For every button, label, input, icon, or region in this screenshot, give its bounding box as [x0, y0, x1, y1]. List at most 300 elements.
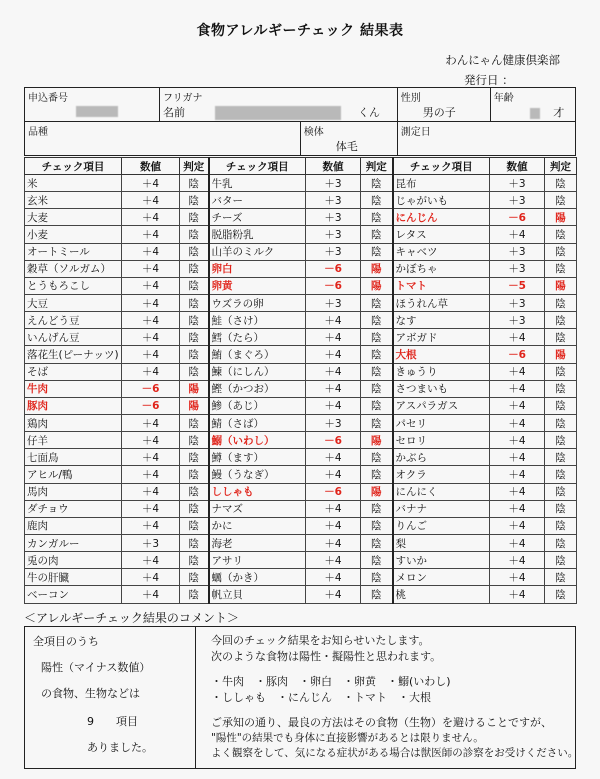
check-item: 蠣（かき）	[209, 569, 306, 586]
check-item: 牛の肝臓	[25, 569, 122, 586]
check-value: ＋3	[306, 294, 361, 311]
check-value: ＋3	[306, 175, 361, 192]
table-row	[25, 312, 577, 329]
check-result: 陰	[361, 500, 393, 517]
check-item: 帆立貝	[209, 586, 306, 603]
check-item: きゅうり	[393, 363, 490, 380]
check-item: 大麦	[25, 209, 122, 226]
test-date-cell	[397, 122, 575, 156]
check-value: －6	[490, 209, 545, 226]
check-result: 陰	[361, 552, 393, 569]
summary-line-5: ありました。	[87, 741, 153, 754]
check-value: ＋4	[490, 552, 545, 569]
check-item: 鱈（たら）	[209, 329, 306, 346]
check-value: ＋4	[122, 517, 180, 534]
summary-line-4: 9 項目	[87, 715, 138, 728]
check-value: ＋4	[122, 363, 180, 380]
check-item: さつまいも	[393, 380, 490, 397]
table-row	[25, 466, 577, 483]
check-value: ＋3	[490, 243, 545, 260]
check-item: 鰹（かつお）	[209, 380, 306, 397]
check-item: えんどう豆	[25, 312, 122, 329]
check-value: ＋4	[490, 432, 545, 449]
check-result: 陽	[361, 432, 393, 449]
check-value: ＋4	[490, 414, 545, 431]
check-result: 陰	[180, 363, 209, 380]
check-result: 陰	[180, 449, 209, 466]
check-value: ＋4	[490, 483, 545, 500]
table-row	[25, 552, 577, 569]
column-header: チェック項目	[209, 158, 306, 175]
check-value: ＋3	[490, 260, 545, 277]
check-value: ＋4	[490, 534, 545, 551]
check-value: ＋4	[122, 277, 180, 294]
check-item: 鯵（あじ）	[209, 397, 306, 414]
check-value: ＋4	[122, 449, 180, 466]
check-result: 陰	[361, 534, 393, 551]
table-row	[25, 380, 577, 397]
test-date-label: 測定日	[400, 127, 431, 138]
check-item: パセリ	[393, 414, 490, 431]
check-result: 陰	[180, 534, 209, 551]
age-suffix: 才	[553, 106, 565, 119]
check-result: 陽	[180, 380, 209, 397]
check-result: 陰	[545, 534, 577, 551]
applicant-info-table	[24, 87, 576, 156]
check-result: 陰	[180, 483, 209, 500]
check-value: ＋3	[306, 414, 361, 431]
check-value: ＋4	[122, 312, 180, 329]
check-result: 陰	[545, 175, 577, 192]
check-item: いんげん豆	[25, 329, 122, 346]
check-result: 陰	[361, 397, 393, 414]
check-value: －6	[306, 260, 361, 277]
table-row	[25, 586, 577, 603]
check-value: －6	[306, 483, 361, 500]
issue-date-label: 発行日 ：	[464, 73, 514, 87]
redacted-application-number	[76, 106, 118, 117]
check-value: ＋4	[122, 329, 180, 346]
comment-para-5: よく観察をして、気になる症状がある場合は獣医師の診察をお受けください。	[211, 747, 579, 759]
check-item: 穀草（ソルガム）	[25, 260, 122, 277]
comment-box	[24, 626, 579, 769]
name-suffix: くん	[358, 106, 380, 119]
check-value: ＋4	[122, 432, 180, 449]
check-result: 陰	[180, 569, 209, 586]
check-value: ＋4	[490, 449, 545, 466]
age-label: 年齢	[493, 93, 514, 104]
check-value: ＋4	[490, 500, 545, 517]
check-result: 陰	[545, 363, 577, 380]
check-result: 陰	[180, 192, 209, 209]
check-result: 陰	[545, 449, 577, 466]
check-result: 陰	[180, 432, 209, 449]
sample-value: 体毛	[335, 140, 358, 153]
check-item: 大豆	[25, 294, 122, 311]
check-value: ＋4	[122, 175, 180, 192]
check-result: 陰	[361, 449, 393, 466]
check-item: 鱒（ます）	[209, 449, 306, 466]
check-item: ベーコン	[25, 586, 122, 603]
column-header: チェック項目	[393, 158, 490, 175]
check-result: 陰	[545, 586, 577, 603]
check-result: 陰	[180, 226, 209, 243]
check-item: 仔羊	[25, 432, 122, 449]
sample-cell	[300, 122, 397, 156]
check-item: 海老	[209, 534, 306, 551]
check-result: 陰	[180, 329, 209, 346]
positive-items-line-2: ・ししゃも ・にんじん ・トマト ・大根	[211, 690, 431, 704]
comment-section-title: ＜アレルギーチェック結果のコメント＞	[24, 611, 239, 625]
column-header: 数値	[490, 158, 545, 175]
check-item: そば	[25, 363, 122, 380]
check-value: －5	[490, 277, 545, 294]
table-body	[25, 175, 577, 604]
check-item: 鮭（さけ）	[209, 312, 306, 329]
check-result: 陰	[180, 260, 209, 277]
check-value: ＋4	[490, 569, 545, 586]
check-value: ＋4	[306, 534, 361, 551]
check-item: かぶら	[393, 449, 490, 466]
check-result: 陰	[180, 312, 209, 329]
check-value: ＋4	[122, 260, 180, 277]
organization-name: わんにゃん健康倶楽部	[445, 53, 560, 67]
check-item: アヒル/鴨	[25, 466, 122, 483]
check-result: 陰	[361, 209, 393, 226]
check-value: ＋4	[490, 517, 545, 534]
sex-cell	[397, 88, 490, 122]
check-value: ＋4	[490, 380, 545, 397]
check-value: －6	[122, 397, 180, 414]
check-result: 陽	[545, 277, 577, 294]
check-item: キャベツ	[393, 243, 490, 260]
check-item: 卵白	[209, 260, 306, 277]
check-value: ＋3	[306, 226, 361, 243]
check-item: オートミール	[25, 243, 122, 260]
breed-cell	[25, 122, 301, 156]
check-result: 陰	[361, 346, 393, 363]
table-row	[25, 414, 577, 431]
comment-para-4: "陽性"の結果でも身体に直接影響があるとは限りません。	[211, 731, 484, 744]
table-row	[25, 483, 577, 500]
sex-value: 男の子	[422, 106, 456, 119]
check-result: 陰	[545, 312, 577, 329]
table-row	[25, 363, 577, 380]
check-result: 陰	[361, 569, 393, 586]
check-item: レタス	[393, 226, 490, 243]
check-result: 陰	[545, 552, 577, 569]
check-item: 豚肉	[25, 397, 122, 414]
comment-para-1: 今回のチェック結果をお知らせいたします。	[211, 634, 430, 647]
check-item: カンガルー	[25, 534, 122, 551]
check-item: ウズラの卵	[209, 294, 306, 311]
check-item: ダチョウ	[25, 500, 122, 517]
table-row	[25, 209, 577, 226]
check-value: ＋4	[122, 552, 180, 569]
summary-line-1: 全項目のうち	[33, 635, 99, 648]
check-item: りんご	[393, 517, 490, 534]
check-result: 陰	[180, 414, 209, 431]
check-result: 陰	[180, 175, 209, 192]
comment-text	[211, 633, 579, 762]
check-item: かに	[209, 517, 306, 534]
comment-summary	[25, 627, 196, 768]
check-value: ＋4	[122, 192, 180, 209]
check-item: 脱脂粉乳	[209, 226, 306, 243]
check-item: ししゃも	[209, 483, 306, 500]
check-result: 陰	[545, 414, 577, 431]
check-value: ＋4	[122, 243, 180, 260]
check-value: ＋4	[306, 346, 361, 363]
check-item: オクラ	[393, 466, 490, 483]
check-result: 陰	[361, 363, 393, 380]
check-item: 鶏肉	[25, 414, 122, 431]
check-result: 陰	[545, 380, 577, 397]
sample-label: 検体	[303, 127, 324, 138]
check-item: すいか	[393, 552, 490, 569]
application-number-label: 申込番号	[28, 93, 68, 104]
sex-label: 性別	[400, 93, 421, 104]
check-value: ＋4	[122, 569, 180, 586]
check-result: 陰	[180, 294, 209, 311]
table-row	[25, 226, 577, 243]
table-row	[25, 192, 577, 209]
check-value: ＋4	[122, 294, 180, 311]
check-value: ＋4	[306, 517, 361, 534]
check-value: ＋4	[306, 329, 361, 346]
table-row	[25, 500, 577, 517]
check-item: 鰯（いわし）	[209, 432, 306, 449]
check-result: 陽	[545, 346, 577, 363]
allergy-results-table	[24, 157, 577, 604]
check-result: 陰	[361, 294, 393, 311]
table-row	[25, 432, 577, 449]
check-item: 大根	[393, 346, 490, 363]
check-value: ＋4	[122, 586, 180, 603]
check-value: －6	[122, 380, 180, 397]
check-result: 陰	[545, 226, 577, 243]
check-value: ＋3	[490, 294, 545, 311]
check-item: 馬肉	[25, 483, 122, 500]
name-cell	[160, 88, 398, 122]
check-value: －6	[490, 346, 545, 363]
check-item: バター	[209, 192, 306, 209]
table-row	[25, 277, 577, 294]
check-value: ＋3	[490, 312, 545, 329]
check-value: ＋4	[306, 569, 361, 586]
check-result: 陰	[545, 517, 577, 534]
check-value: ＋3	[490, 175, 545, 192]
check-value: ＋4	[490, 397, 545, 414]
check-result: 陰	[361, 414, 393, 431]
check-result: 陰	[545, 260, 577, 277]
check-item: セロリ	[393, 432, 490, 449]
check-value: ＋4	[306, 380, 361, 397]
check-value: ＋3	[306, 209, 361, 226]
check-result: 陰	[361, 192, 393, 209]
check-item: とうもろこし	[25, 277, 122, 294]
check-item: なす	[393, 312, 490, 329]
check-result: 陰	[361, 586, 393, 603]
age-cell	[490, 88, 575, 122]
check-result: 陰	[180, 466, 209, 483]
table-row	[25, 175, 577, 192]
table-row	[25, 449, 577, 466]
application-number-cell	[25, 88, 160, 122]
check-item: トマト	[393, 277, 490, 294]
check-result: 陰	[545, 397, 577, 414]
redacted-age	[530, 108, 540, 119]
redacted-name	[215, 106, 341, 120]
column-header: 数値	[122, 158, 180, 175]
table-row	[25, 517, 577, 534]
check-item: 鹿肉	[25, 517, 122, 534]
check-item: 兎の肉	[25, 552, 122, 569]
summary-line-3: の食物、生物などは	[41, 687, 140, 700]
name-label: 名前	[163, 106, 185, 119]
check-value: ＋4	[306, 397, 361, 414]
check-item: チーズ	[209, 209, 306, 226]
check-item: バナナ	[393, 500, 490, 517]
check-item: 卵黄	[209, 277, 306, 294]
check-item: メロン	[393, 569, 490, 586]
check-result: 陰	[180, 586, 209, 603]
check-item: 鯖（さば）	[209, 414, 306, 431]
check-result: 陰	[180, 517, 209, 534]
check-result: 陰	[361, 243, 393, 260]
check-value: ＋4	[122, 466, 180, 483]
table-row	[25, 346, 577, 363]
check-value: －6	[306, 277, 361, 294]
check-value: ＋4	[122, 209, 180, 226]
check-item: 鰊（にしん）	[209, 363, 306, 380]
check-value: －6	[306, 432, 361, 449]
check-item: 小麦	[25, 226, 122, 243]
check-value: ＋4	[122, 414, 180, 431]
check-value: ＋4	[490, 226, 545, 243]
check-result: 陽	[361, 277, 393, 294]
page-title: 食物アレルギーチェック 結果表	[196, 23, 404, 39]
check-value: ＋4	[490, 466, 545, 483]
check-value: ＋4	[306, 312, 361, 329]
breed-label: 品種	[28, 127, 48, 138]
check-result: 陽	[545, 209, 577, 226]
check-value: ＋4	[122, 226, 180, 243]
check-value: ＋4	[122, 346, 180, 363]
check-result: 陰	[361, 517, 393, 534]
table-row	[25, 569, 577, 586]
table-row	[25, 243, 577, 260]
check-result: 陰	[180, 346, 209, 363]
check-item: にんにく	[393, 483, 490, 500]
check-result: 陰	[180, 277, 209, 294]
check-result: 陰	[545, 192, 577, 209]
comment-para-3: ご承知の通り、最良の方法はその食物（生物）を避けることですが、	[211, 716, 552, 729]
check-value: ＋4	[306, 466, 361, 483]
check-item: じゃがいも	[393, 192, 490, 209]
check-result: 陽	[361, 483, 393, 500]
check-item: 梨	[393, 534, 490, 551]
check-item: 牛肉	[25, 380, 122, 397]
check-item: 昆布	[393, 175, 490, 192]
check-result: 陰	[361, 175, 393, 192]
check-item: アボガド	[393, 329, 490, 346]
check-result: 陰	[545, 329, 577, 346]
check-item: 桃	[393, 586, 490, 603]
table-row	[25, 397, 577, 414]
positive-items-line-1: ・牛肉 ・豚肉 ・卵白 ・卵黄 ・鰯(いわし)	[211, 675, 451, 688]
check-result: 陰	[545, 243, 577, 260]
check-value: ＋3	[306, 243, 361, 260]
check-value: ＋3	[490, 192, 545, 209]
check-item: 鮪（まぐろ）	[209, 346, 306, 363]
column-header: 判定	[180, 158, 209, 175]
check-value: ＋4	[306, 449, 361, 466]
check-item: ほうれん草	[393, 294, 490, 311]
table-header-row	[25, 158, 577, 175]
check-value: ＋4	[122, 500, 180, 517]
comment-para-2: 次のような食物は陽性・擬陽性と思われます。	[211, 649, 442, 663]
column-header: チェック項目	[25, 158, 122, 175]
table-row	[25, 294, 577, 311]
check-item: かぼちゃ	[393, 260, 490, 277]
check-result: 陰	[545, 432, 577, 449]
check-value: ＋4	[490, 363, 545, 380]
check-item: 米	[25, 175, 122, 192]
check-value: ＋4	[306, 586, 361, 603]
check-item: 落花生(ピーナッツ)	[25, 346, 122, 363]
check-result: 陰	[180, 500, 209, 517]
check-value: ＋4	[122, 483, 180, 500]
check-result: 陰	[361, 466, 393, 483]
check-result: 陰	[180, 552, 209, 569]
check-item: ナマズ	[209, 500, 306, 517]
table-row	[25, 260, 577, 277]
check-result: 陰	[361, 312, 393, 329]
check-item: にんじん	[393, 209, 490, 226]
check-value: ＋4	[490, 329, 545, 346]
column-header: 数値	[306, 158, 361, 175]
column-header: 判定	[545, 158, 577, 175]
table-row	[25, 329, 577, 346]
check-result: 陰	[180, 243, 209, 260]
check-result: 陽	[180, 397, 209, 414]
check-item: 鰻（うなぎ）	[209, 466, 306, 483]
check-value: ＋4	[306, 552, 361, 569]
check-item: 牛乳	[209, 175, 306, 192]
check-item: アスパラガス	[393, 397, 490, 414]
check-result: 陽	[361, 260, 393, 277]
check-value: ＋3	[306, 192, 361, 209]
check-result: 陰	[545, 500, 577, 517]
check-item: 玄米	[25, 192, 122, 209]
check-result: 陰	[180, 209, 209, 226]
table-row	[25, 534, 577, 551]
check-result: 陰	[361, 226, 393, 243]
check-item: 七面鳥	[25, 449, 122, 466]
check-result: 陰	[545, 569, 577, 586]
check-result: 陰	[361, 380, 393, 397]
check-result: 陰	[361, 329, 393, 346]
check-value: ＋4	[306, 363, 361, 380]
check-value: ＋3	[122, 534, 180, 551]
check-value: ＋4	[306, 500, 361, 517]
column-header: 判定	[361, 158, 393, 175]
furigana-label: フリガナ	[163, 93, 203, 104]
summary-line-2: 陽性（マイナス数値）	[41, 661, 151, 674]
check-result: 陰	[545, 466, 577, 483]
check-item: 山羊のミルク	[209, 243, 306, 260]
